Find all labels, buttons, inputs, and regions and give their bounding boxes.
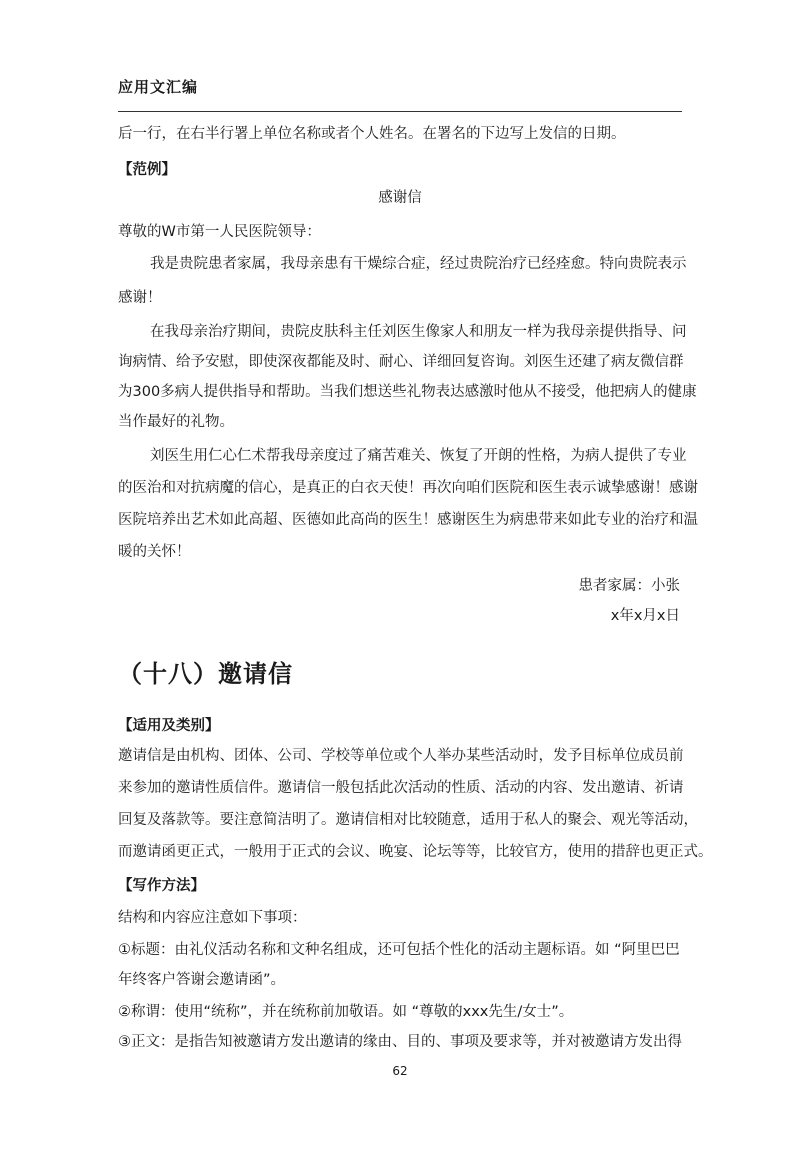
running-header: 应用文汇编 [118, 78, 199, 96]
letter-title: 感谢信 [378, 190, 422, 206]
page-number: 62 [392, 1064, 408, 1078]
body-line: 来参加的邀请性质信件。邀请信一般包括此次活动的性质、活动的内容、发出邀请、祈请 [118, 780, 684, 796]
letter-paragraph-line: 的医治和对抗病魔的信心，是真正的白衣天使！再次向咱们医院和医生表示诚挚感谢！感谢 [118, 480, 698, 496]
section-heading: （十八）邀请信 [118, 660, 293, 688]
method-intro: 结构和内容应注意如下事项： [118, 910, 307, 926]
letter-paragraph-line: 医院培养出艺术如此高超、医德如此高尚的医生！感谢医生为病患带来如此专业的治疗和温 [118, 512, 698, 528]
body-line: 回复及落款等。要注意简洁明了。邀请信相对比较随意，适用于私人的聚会、观光等活动， [118, 812, 698, 828]
header-rule [118, 111, 682, 112]
method-item-1-line: 年终客户答谢会邀请函”。 [118, 972, 286, 988]
letter-paragraph-line: 询病情、给予安慰，即使深夜都能及时、耐心、详细回复咨询。刘医生还建了病友微信群 [118, 354, 684, 370]
method-label: 【写作方法】 [118, 878, 205, 894]
applicable-label: 【适用及类别】 [118, 718, 220, 734]
body-line: 邀请信是由机构、团体、公司、学校等单位或个人举办某些活动时，发予目标单位成员前 [118, 748, 684, 764]
intro-line: 后一行，在右半行署上单位名称或者个人姓名。在署名的下边写上发信的日期。 [118, 126, 626, 142]
letter-salutation: 尊敬的W市第一人民医院领导： [118, 224, 321, 240]
method-item-1-line: ①标题：由礼仪活动名称和文种名组成，还可包括个性化的活动主题标语。如 “阿里巴巴 [118, 942, 680, 958]
letter-paragraph-line: 为300多病人提供指导和帮助。当我们想送些礼物表达感激时他从不接受，他把病人的健康 [118, 384, 697, 400]
letter-signature: 患者家属：小张 [578, 578, 680, 594]
letter-paragraph-line: 我是贵院患者家属，我母亲患有干燥综合症，经过贵院治疗已经痊愈。特向贵院表示 [150, 256, 687, 272]
letter-paragraph-line: 暖的关怀！ [118, 544, 191, 560]
letter-paragraph-line: 刘医生用仁心仁术帮我母亲度过了痛苦难关、恢复了开朗的性格，为病人提供了专业 [150, 448, 687, 464]
example-label: 【范例】 [118, 162, 176, 178]
method-item-3: ③正文：是指告知被邀请方发出邀请的缘由、目的、事项及要求等，并对被邀请方发出得 [118, 1034, 682, 1050]
letter-paragraph-line: 感谢！ [118, 290, 162, 306]
letter-paragraph-line: 当作最好的礼物。 [118, 414, 234, 430]
method-item-2: ②称谓：使用“统称”，并在统称前加敬语。如 “尊敬的xxx先生/女士”。 [118, 1004, 574, 1020]
letter-date: x年x月x日 [610, 608, 680, 624]
letter-paragraph-line: 在我母亲治疗期间，贵院皮肤科主任刘医生像家人和朋友一样为我母亲提供指导、问 [150, 324, 687, 340]
body-line: 而邀请函更正式，一般用于正式的会议、晚宴、论坛等等，比较官方，使用的措辞也更正式。 [118, 844, 713, 860]
